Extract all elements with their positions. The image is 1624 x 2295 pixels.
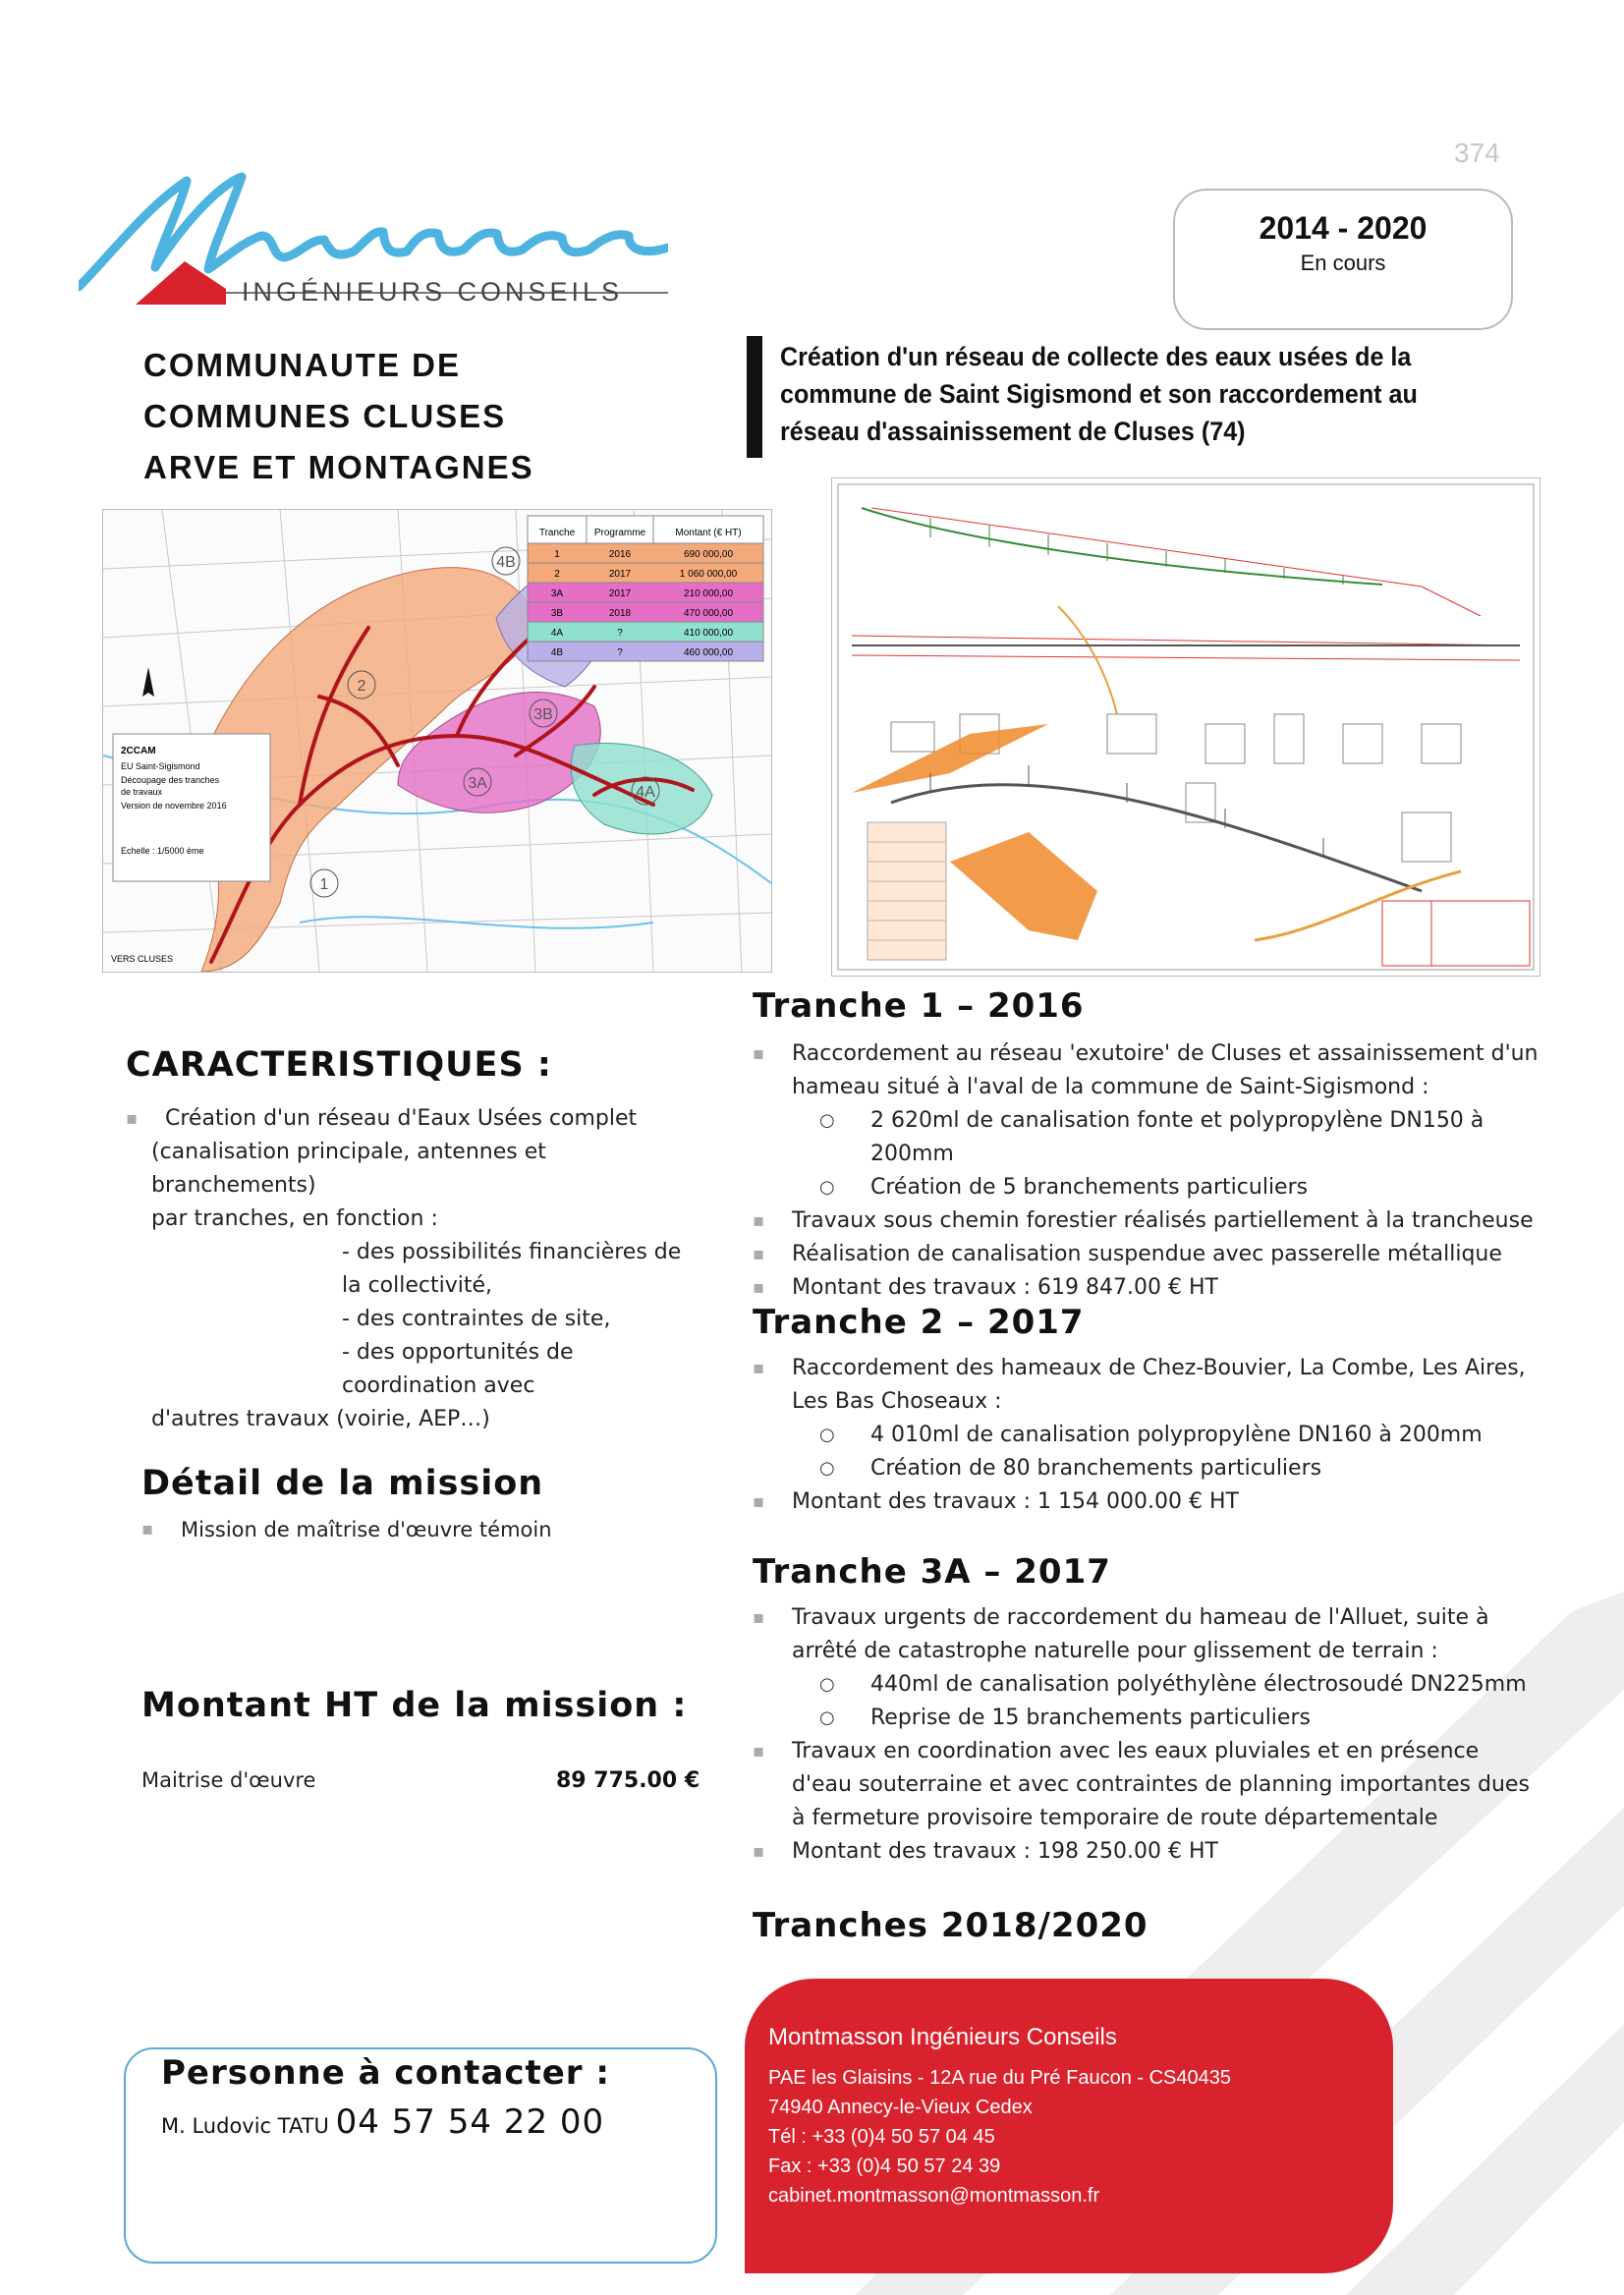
tranche-heading: Tranche 1 – 2016 <box>753 986 1085 1026</box>
map-legend-line: Version de novembre 2016 <box>121 801 227 811</box>
map-table-cell: ? <box>617 647 623 658</box>
client-name <box>143 340 595 493</box>
map-table-cell: 2017 <box>608 588 632 599</box>
page-number: 374 <box>1454 138 1500 168</box>
company-fax: Fax : +33 (0)4 50 57 24 39 <box>768 2155 1001 2177</box>
tranche-heading: Tranche 2 – 2017 <box>753 1303 1085 1342</box>
company-email[interactable]: cabinet.montmasson@montmasson.fr <box>768 2185 1100 2207</box>
company-name: Montmasson Ingénieurs Conseils <box>768 2024 1117 2050</box>
list-item: d'autres travaux (voirie, AEP…) <box>151 1407 490 1431</box>
zone-label: 3A <box>468 775 487 792</box>
list-item: ▪ Travaux urgents de raccordement du hameau de l'Alluet, suite à arrêté de catastrophe naturelle pour glissement de terrain : <box>753 1601 1539 1668</box>
list-item: ▪ Réalisation de canalisation suspendue avec passerelle métallique <box>753 1238 1539 1271</box>
caracteristiques-list <box>126 1102 696 1436</box>
client-line: ARVE ET MONTAGNES <box>143 449 534 485</box>
list-item: ▪ Raccordement au réseau 'exutoire' de Cluses et assainissement d'un hameau situé à l'aval de la commune de Saint-Sigismond : <box>753 1037 1539 1104</box>
map-table-header: Programme <box>593 528 646 538</box>
contact-line <box>161 2102 604 2142</box>
map-legend-line: de travaux <box>121 787 163 797</box>
list-item: ▪ Raccordement des hameaux de Chez-Bouvier, La Combe, Les Aires, Les Bas Choseaux : <box>753 1352 1539 1419</box>
map-table-cell: 2017 <box>608 569 632 580</box>
map-table-header: Montant (€ HT) <box>675 528 742 538</box>
list-item: ▪ Montant des travaux : 619 847.00 € HT <box>753 1271 1539 1305</box>
list-item: - des possibilités financières de la collectivité, <box>342 1240 682 1298</box>
client-line: COMMUNAUTE DE <box>143 347 461 383</box>
map-table-cell: 460 000,00 <box>683 647 734 658</box>
list-item: ○ 4 010ml de canalisation polypropylène DN160 à 200mm <box>753 1419 1539 1452</box>
company-phone: Tél : +33 (0)4 50 57 04 45 <box>768 2126 995 2148</box>
zone-label: 4A <box>636 784 655 801</box>
tranche-heading: Tranche 3A – 2017 <box>753 1552 1111 1592</box>
map-table-cell: 1 <box>554 549 560 560</box>
list-item: ▪ Travaux en coordination avec les eaux pluviales et en présence d'eau souterraine et avec contraintes de planning importantes dues à fermeture provisoire temporaire de route départementale <box>753 1735 1539 1835</box>
map-table-cell: 2018 <box>608 608 632 619</box>
company-address-line: 74940 Annecy-le-Vieux Cedex <box>768 2097 1033 2118</box>
project-status: En cours <box>1300 251 1386 275</box>
map-drawing <box>103 510 771 972</box>
zone-label: 1 <box>319 876 329 893</box>
tranche-3a-list <box>753 1601 1539 1869</box>
caracteristiques-heading: CARACTERISTIQUES : <box>126 1045 552 1085</box>
project-period-box <box>1173 189 1513 330</box>
map-table-cell: 4A <box>550 628 564 639</box>
map-table-cell: 410 000,00 <box>683 628 734 639</box>
fee-value: 89 775.00 € <box>556 1768 700 1793</box>
list-item: ○ 440ml de canalisation polyéthylène électrosoudé DN225mm <box>753 1668 1539 1702</box>
project-title: Création d'un réseau de collecte des eaux usées de la commune de Saint Sigismond et son raccordement au réseau d'assainissement de Cluses (74) <box>780 342 1418 446</box>
client-line: COMMUNES CLUSES <box>143 398 507 434</box>
list-item: ○ Reprise de 15 branchements particuliers <box>753 1702 1539 1735</box>
network-map <box>102 509 772 973</box>
map-legend-line: 2CCAM <box>121 746 156 756</box>
map-legend-line: Découpage des tranches <box>121 775 220 785</box>
map-table-cell: 4B <box>550 647 564 658</box>
list-item: - des contraintes de site, <box>342 1307 611 1331</box>
project-years: 2014 - 2020 <box>1259 210 1428 246</box>
map-table-cell: 470 000,00 <box>683 608 734 619</box>
map-table-cell: 2 <box>554 569 560 580</box>
list-item: ▪ Mission de maîtrise d'œuvre témoin <box>141 1513 552 1546</box>
list-item: - des opportunités de coordination avec <box>342 1340 574 1398</box>
list-item: (canalisation principale, antennes et branchements) <box>151 1140 546 1198</box>
tranche-2-list <box>753 1352 1539 1519</box>
list-item: ○ Création de 80 branchements particuliers <box>753 1452 1539 1485</box>
contact-heading: Personne à contacter : <box>161 2053 611 2093</box>
list-item: ▪ Montant des travaux : 1 154 000.00 € HT <box>753 1485 1539 1519</box>
list-item: ○ 2 620ml de canalisation fonte et polypropylène DN150 à 200mm <box>753 1104 1539 1171</box>
footbridge-drawing <box>831 477 1540 977</box>
list-item: ▪ Travaux sous chemin forestier réalisés partiellement à la trancheuse <box>753 1204 1539 1238</box>
map-footer-label: VERS CLUSES <box>111 954 174 964</box>
map-legend-line: Echelle : 1/5000 ème <box>121 846 204 856</box>
zone-label: 2 <box>357 678 366 695</box>
list-item: par tranches, en fonction : <box>151 1206 438 1231</box>
zone-label: 3B <box>533 706 553 723</box>
list-item: ○ Création de 5 branchements particuliers <box>753 1171 1539 1204</box>
tranche-heading: Tranches 2018/2020 <box>753 1906 1148 1945</box>
map-table-cell: ? <box>617 628 623 639</box>
map-table-cell: 2016 <box>608 549 632 560</box>
detail-list <box>141 1513 552 1546</box>
map-table-cell: 3A <box>550 588 564 599</box>
bridge-technical-drawing <box>832 478 1540 976</box>
montant-heading: Montant HT de la mission : <box>141 1686 688 1725</box>
map-table-cell: 3B <box>550 608 564 619</box>
title-bar <box>747 336 762 458</box>
tranche-1-list <box>753 1037 1539 1305</box>
company-address <box>768 2063 1231 2211</box>
map-legend-line: EU Saint-Sigismond <box>121 761 200 771</box>
map-table-header: Tranche <box>538 528 576 538</box>
fee-label: Maitrise d'œuvre <box>141 1768 316 1792</box>
contact-name: M. Ludovic TATU <box>161 2114 329 2138</box>
map-table-cell: 210 000,00 <box>683 588 734 599</box>
map-table-cell: 1 060 000,00 <box>679 569 738 580</box>
detail-heading: Détail de la mission <box>141 1464 544 1503</box>
zone-label: 4B <box>496 554 516 571</box>
logo-subtitle: INGÉNIEURS CONSEILS <box>242 277 624 307</box>
map-table-cell: 690 000,00 <box>683 549 734 560</box>
list-item: ▪ Création d'un réseau d'Eaux Usées complet <box>126 1102 696 1136</box>
contact-phone: 04 57 54 22 00 <box>335 2102 605 2142</box>
list-item: ▪ Montant des travaux : 198 250.00 € HT <box>753 1835 1539 1869</box>
company-address-line: PAE les Glaisins - 12A rue du Pré Faucon - CS40435 <box>768 2067 1231 2089</box>
